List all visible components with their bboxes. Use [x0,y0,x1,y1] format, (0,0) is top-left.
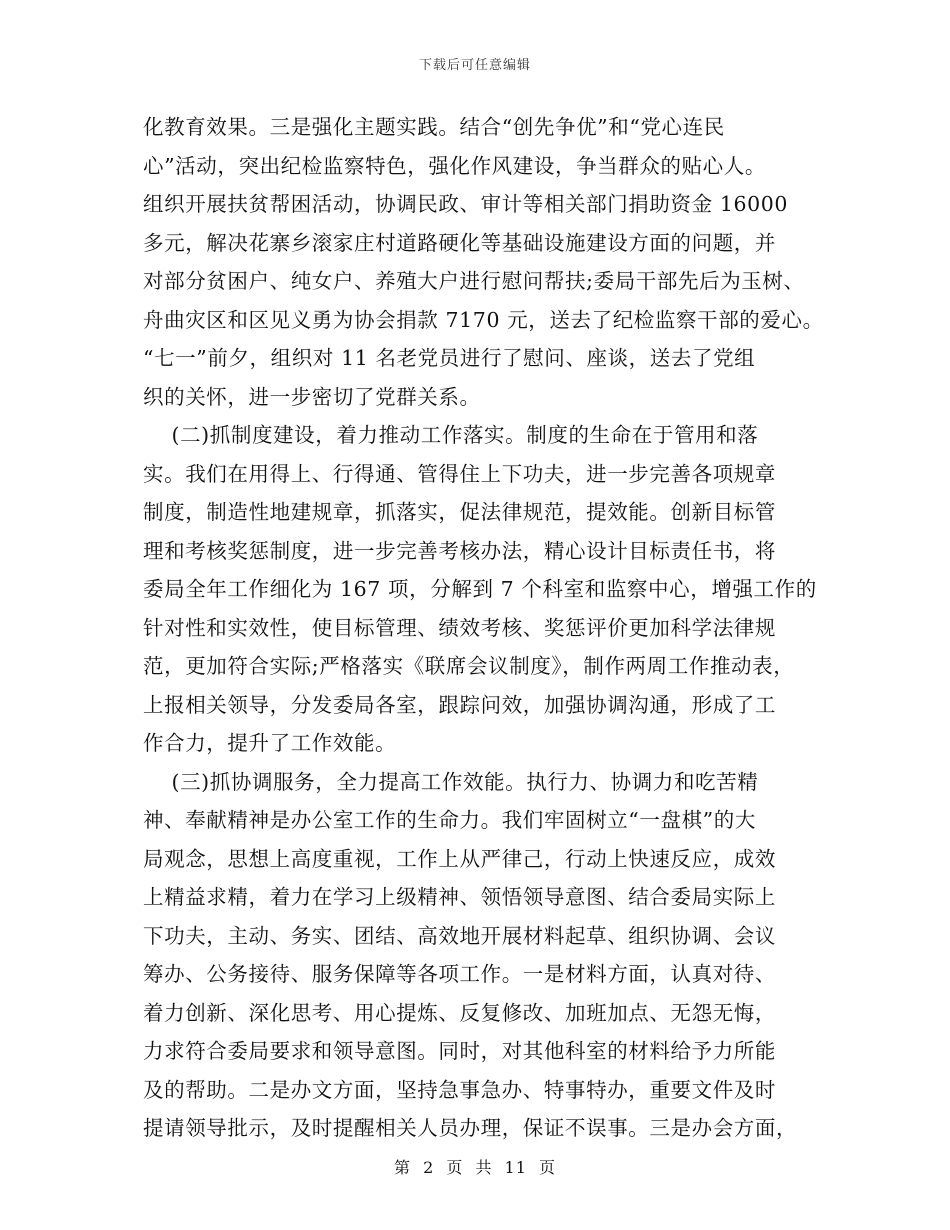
text-line: (二)抓制度建设，着力推动工作落实。制度的生命在于管用和落 [143,423,759,447]
text-line: 上精益求精，着力在学习上级精神、领悟领导意图、结合委局实际上 [143,885,776,909]
text-line: “七一”前夕，组织对 11 名老党员进行了慰问、座谈，送去了党组 [143,346,756,370]
text-line: 及的帮助。二是办文方面，坚持急事急办、特事特办，重要文件及时 [143,1077,776,1102]
header-note: 下载后可任意编辑 [418,58,531,73]
text-line: 实。我们在用得上、行得通、管得住上下功夫，进一步完善各项规章 [143,461,776,486]
text-line: 力求符合委局要求和领导意图。同时，对其他科室的材料给予力所能 [143,1039,776,1063]
text-line: 舟曲灾区和区见义勇为协会捐款 7170 元，送去了纪检监察干部的爱心。 [143,307,824,332]
text-line: (三)抓协调服务，全力提高工作效能。执行力、协调力和吃苦精 [143,769,759,794]
text-line: 制度，制造性地建规章，抓落实，促法律规范，提效能。创新目标管 [143,500,776,524]
text-line: 织的关怀，进一步密切了党群关系。 [143,384,481,409]
text-line: 作合力，提升了工作效能。 [143,731,397,755]
document-body [143,108,823,1148]
text-line: 着力创新、深化思考、用心提炼、反复修改、加班加点、无怨无悔， [143,1000,776,1025]
text-line: 提请领导批示，及时提醒相关人员办理，保证不误事。三是办会方面， [143,1116,798,1140]
text-line: 下功夫，主动、务实、团结、高效地开展材料起草、组织协调、会议 [143,923,776,948]
text-line: 筹办、公务接待、服务保障等各项工作。一是材料方面，认真对待、 [143,962,776,986]
text-line: 对部分贫困户、纯女户、养殖大户进行慰问帮扶;委局干部先后为玉树、 [143,269,805,293]
text-line: 委局全年工作细化为 167 项，分解到 7 个科室和监察中心，增强工作的 [143,577,817,601]
text-line: 理和考核奖惩制度，进一步完善考核办法，精心设计目标责任书，将 [143,538,776,563]
text-line: 多元，解决花寨乡滚家庄村道路硬化等基础设施建设方面的问题，并 [143,230,776,255]
text-line: 针对性和实效性，使目标管理、绩效考核、奖惩评价更加科学法律规 [143,615,776,640]
page-number: 第 2 页 共 11 页 [394,1158,556,1177]
text-line: 上报相关领导，分发委局各室，跟踪问效，加强协调沟通，形成了工 [143,692,776,717]
text-line: 化教育效果。三是强化主题实践。结合“创先争优”和“党心连民 [143,115,725,139]
text-line: 组织开展扶贫帮困活动，协调民政、审计等相关部门捐助资金 16000 [143,192,789,216]
text-line: 局观念，思想上高度重视，工作上从严律己，行动上快速反应，成效 [143,846,776,871]
text-line: 神、奉献精神是办公室工作的生命力。我们牢固树立“一盘棋”的大 [143,808,756,832]
text-line: 心”活动，突出纪检监察特色，强化作风建设，争当群众的贴心人。 [143,153,766,178]
text-line: 范，更加符合实际;严格落实《联席会议制度》，制作两周工作推动表， [143,654,795,678]
